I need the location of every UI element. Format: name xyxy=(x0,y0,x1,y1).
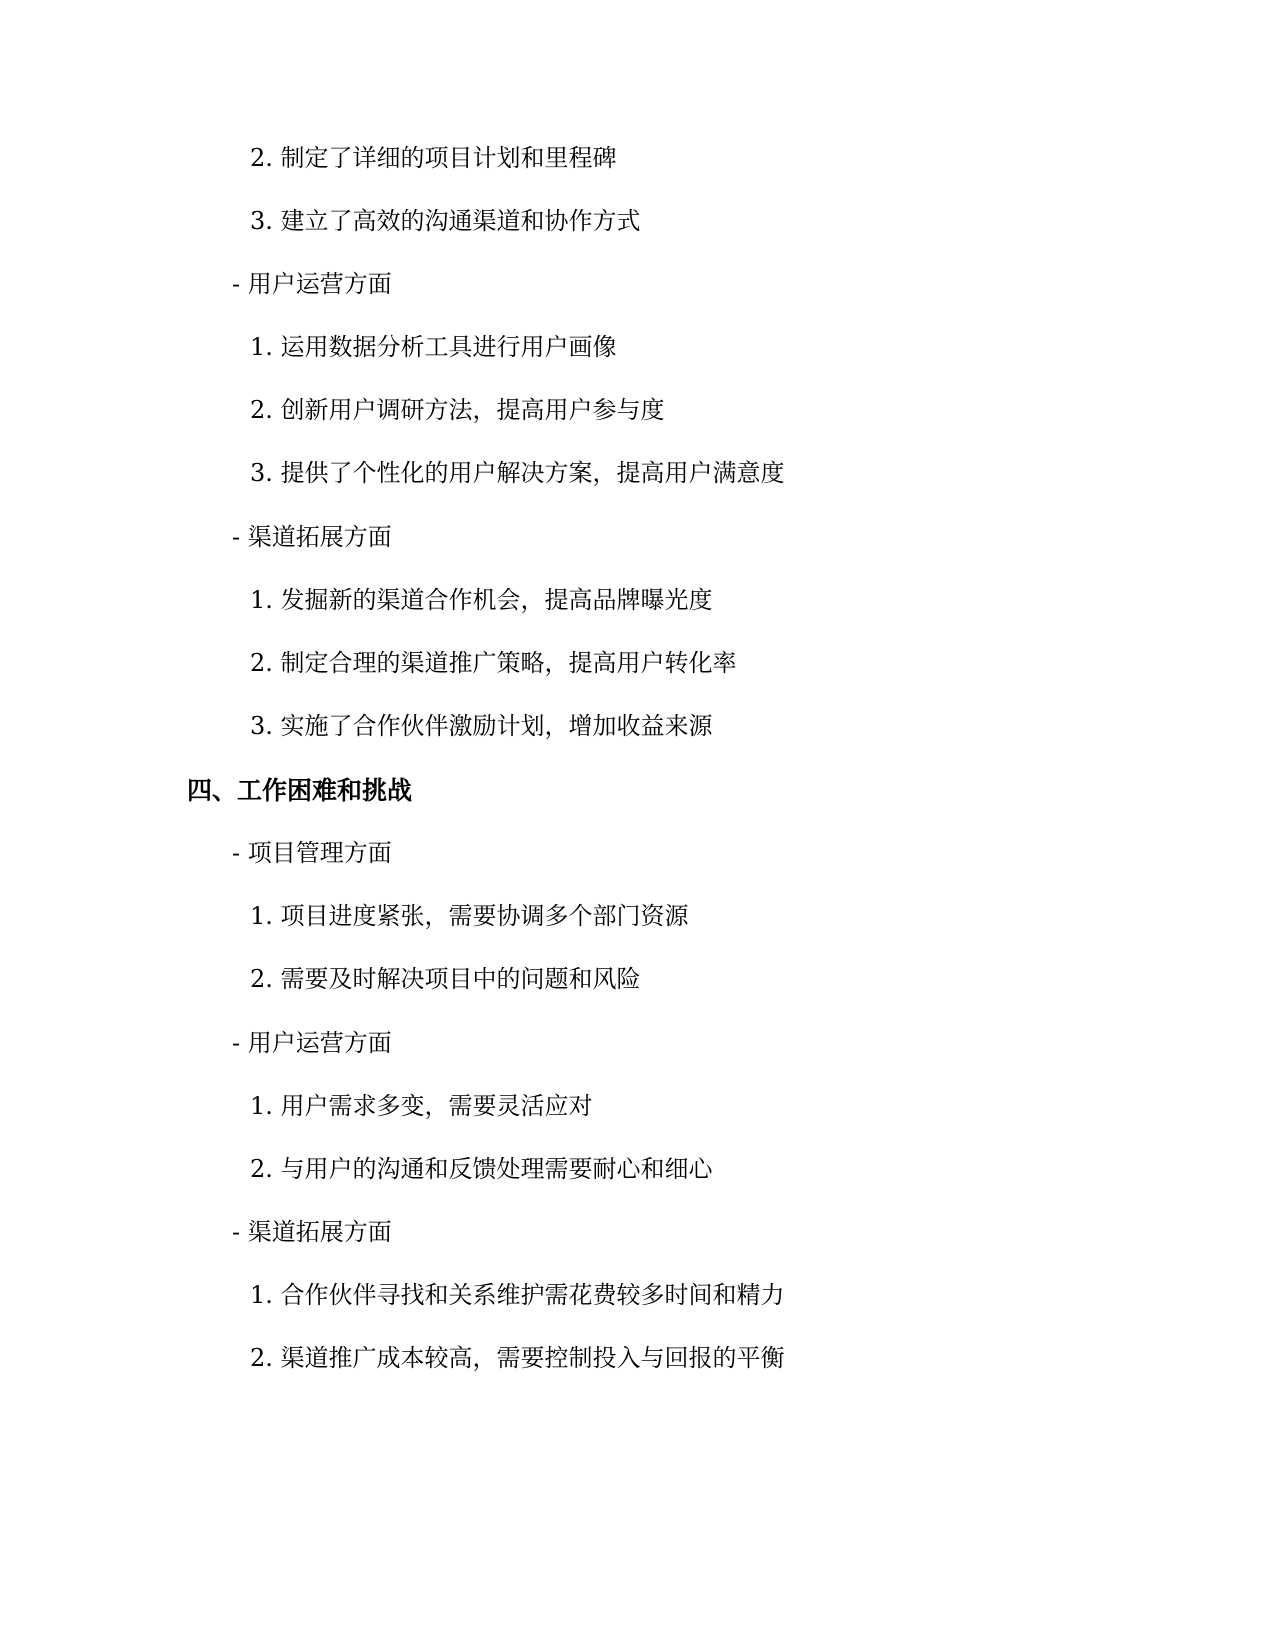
list-item: 2. 制定了详细的项目计划和里程碑 xyxy=(250,144,617,172)
list-item: 2. 与用户的沟通和反馈处理需要耐心和细心 xyxy=(250,1155,713,1183)
subsection-label: - 项目管理方面 xyxy=(232,839,392,867)
list-item: 3. 实施了合作伙伴激励计划，增加收益来源 xyxy=(250,712,713,740)
list-item: 1. 发掘新的渠道合作机会，提高品牌曝光度 xyxy=(250,586,713,614)
subsection-label: - 渠道拓展方面 xyxy=(232,523,392,551)
list-item: 2. 需要及时解决项目中的问题和风险 xyxy=(250,965,641,993)
subsection-label: - 用户运营方面 xyxy=(232,270,392,298)
subsection-label: - 渠道拓展方面 xyxy=(232,1218,392,1246)
list-item: 3. 提供了个性化的用户解决方案，提高用户满意度 xyxy=(250,459,785,487)
list-item: 1. 项目进度紧张，需要协调多个部门资源 xyxy=(250,902,689,930)
list-item: 2. 制定合理的渠道推广策略，提高用户转化率 xyxy=(250,649,737,677)
subsection-label: - 用户运营方面 xyxy=(232,1029,392,1057)
list-item: 1. 运用数据分析工具进行用户画像 xyxy=(250,333,617,361)
list-item: 2. 创新用户调研方法，提高用户参与度 xyxy=(250,396,665,424)
list-item: 1. 合作伙伴寻找和关系维护需花费较多时间和精力 xyxy=(250,1281,785,1309)
section-heading: 四、工作困难和挑战 xyxy=(187,776,413,805)
list-item: 3. 建立了高效的沟通渠道和协作方式 xyxy=(250,207,641,235)
list-item: 1. 用户需求多变，需要灵活应对 xyxy=(250,1092,593,1120)
list-item: 2. 渠道推广成本较高，需要控制投入与回报的平衡 xyxy=(250,1344,785,1372)
